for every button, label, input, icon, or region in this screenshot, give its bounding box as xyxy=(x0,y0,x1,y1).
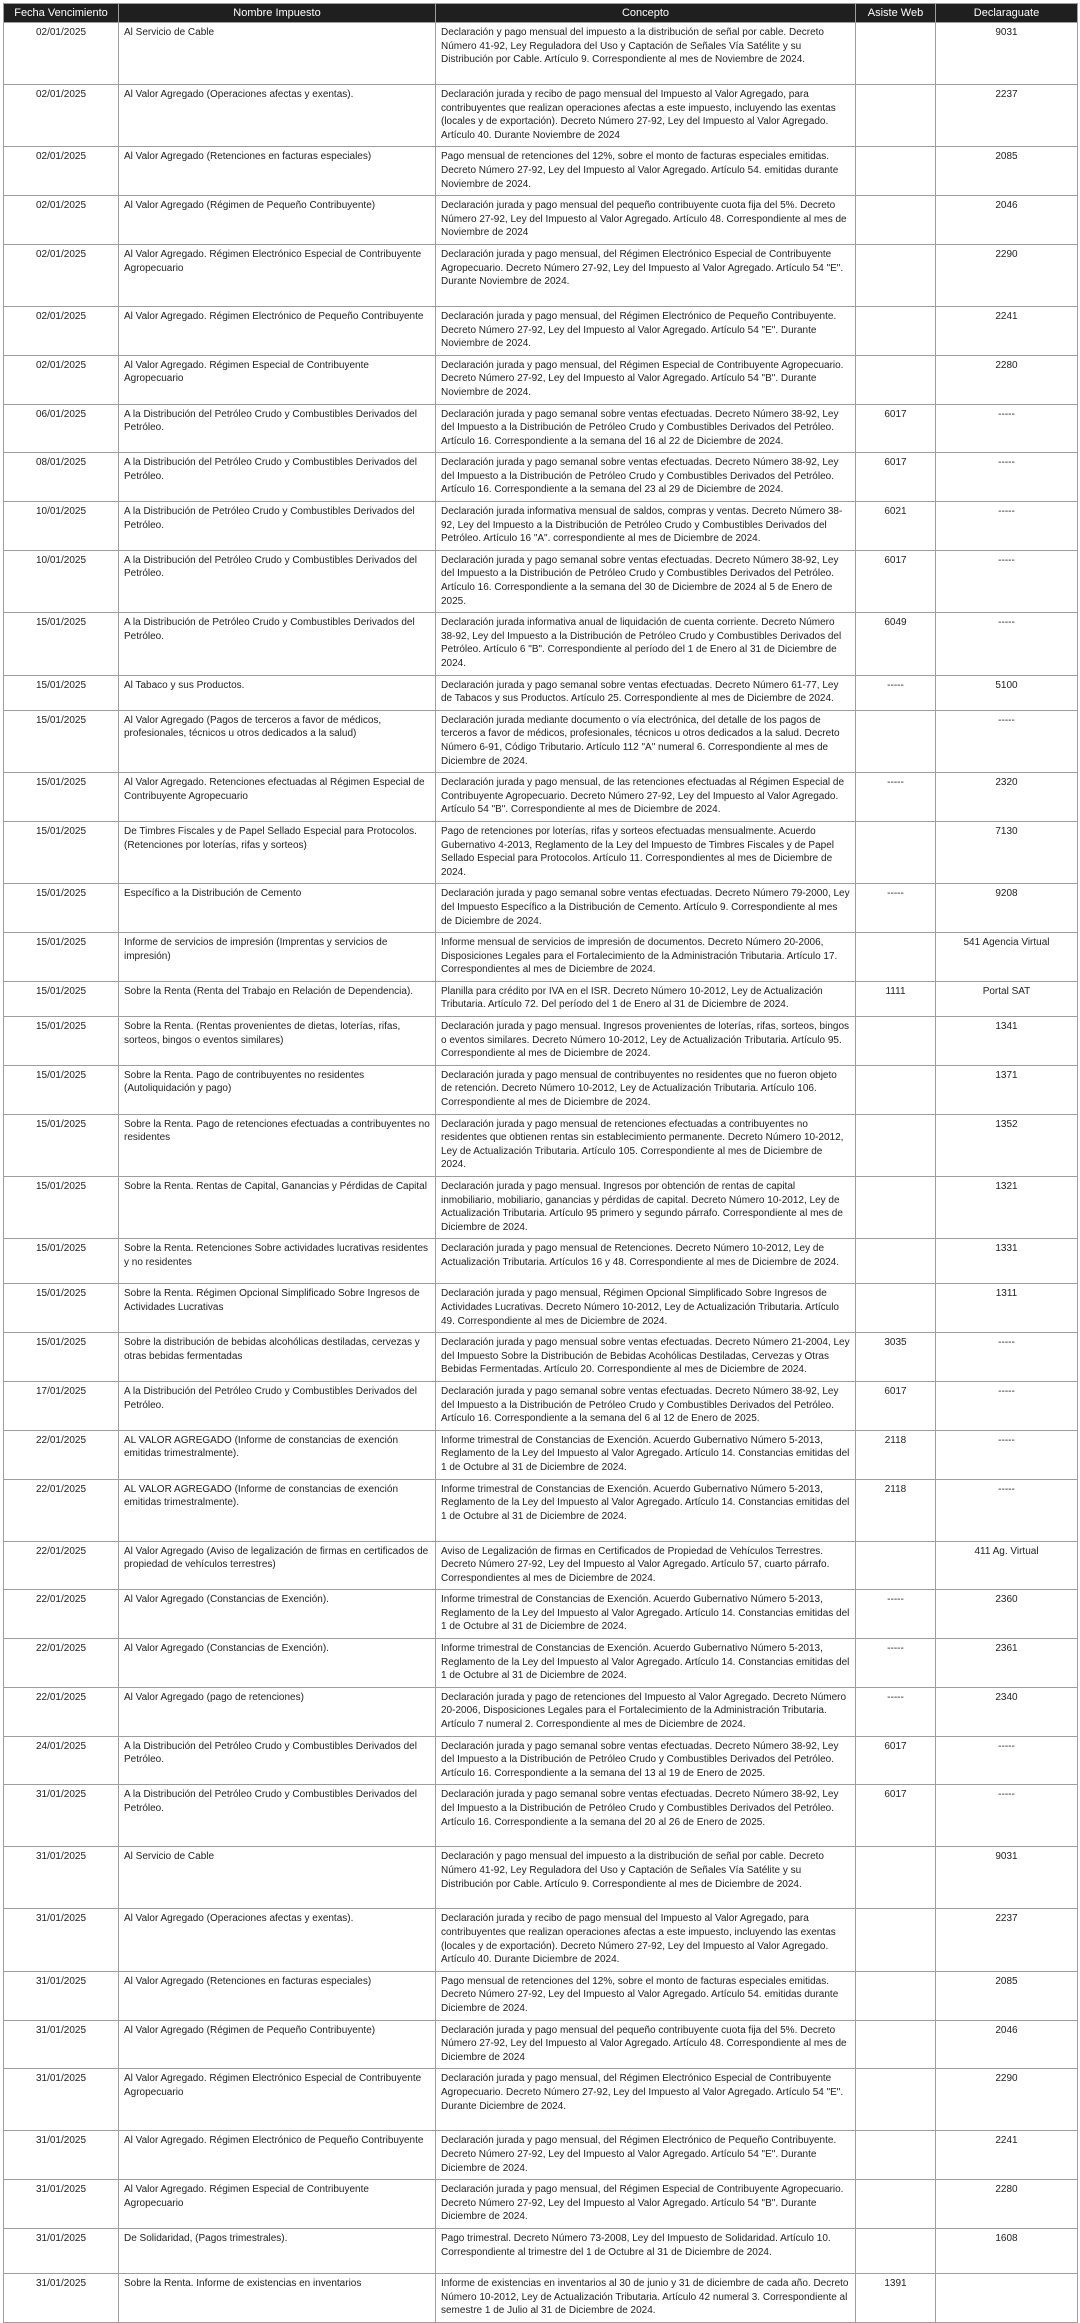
cell-concepto: Declaración jurada y pago mensual, del Régimen Electrónico de Pequeño Contribuyente. Decreto Número 27-92, Ley del Impuesto al Valor Agregado. Artículo 54 "E". Durante Noviembre de 2024. xyxy=(436,306,856,355)
cell-impuesto: Sobre la distribución de bebidas alcohólicas destiladas, cervezas y otras bebidas fermentadas xyxy=(119,1333,436,1382)
cell-asiste-web xyxy=(856,821,936,883)
cell-declaraguate: 2320 xyxy=(936,773,1078,822)
table-row xyxy=(4,1785,1078,1847)
cell-concepto: Pago de retenciones por loterías, rifas y sorteos efectuadas mensualmente. Acuerdo Gubernativo 4-2013, Reglamento de la Ley del Impuesto de Timbres Fiscales y de Papel Sellado Especial para Protocolos. Artículo 11. Correspondientes al mes de Diciembre de 2024. xyxy=(436,821,856,883)
cell-impuesto: AL VALOR AGREGADO (Informe de constancias de exención emitidas trimestralmente). xyxy=(119,1430,436,1479)
cell-concepto: Declaración y pago mensual del impuesto a la distribución de señal por cable. Decreto Número 41-92, Ley Reguladora del Uso y Captación de Señales Vía Satélite y su Distribución por Cable. Artículo 9. Correspondiente al mes de Diciembre de 2024. xyxy=(436,1847,856,1909)
table-row xyxy=(4,550,1078,612)
table-row xyxy=(4,1639,1078,1688)
cell-fecha: 02/01/2025 xyxy=(4,244,119,306)
cell-declaraguate: 9031 xyxy=(936,23,1078,85)
table-row xyxy=(4,453,1078,502)
cell-fecha: 22/01/2025 xyxy=(4,1479,119,1541)
cell-impuesto: Al Valor Agregado (Aviso de legalización de firmas en certificados de propiedad de vehículos terrestres) xyxy=(119,1541,436,1590)
cell-asiste-web xyxy=(856,1541,936,1590)
cell-fecha: 08/01/2025 xyxy=(4,453,119,502)
cell-declaraguate: 2361 xyxy=(936,1639,1078,1688)
cell-fecha: 22/01/2025 xyxy=(4,1541,119,1590)
cell-impuesto: A la Distribución del Petróleo Crudo y Combustibles Derivados del Petróleo. xyxy=(119,1381,436,1430)
table-row xyxy=(4,613,1078,675)
cell-asiste-web: ----- xyxy=(856,675,936,710)
table-row xyxy=(4,1430,1078,1479)
table-row xyxy=(4,404,1078,453)
cell-declaraguate: ----- xyxy=(936,453,1078,502)
cell-asiste-web xyxy=(856,1065,936,1114)
cell-impuesto: A la Distribución del Petróleo Crudo y Combustibles Derivados del Petróleo. xyxy=(119,453,436,502)
cell-fecha: 22/01/2025 xyxy=(4,1590,119,1639)
cell-declaraguate: 9031 xyxy=(936,1847,1078,1909)
cell-declaraguate: 2085 xyxy=(936,147,1078,196)
cell-impuesto: A la Distribución del Petróleo Crudo y Combustibles Derivados del Petróleo. xyxy=(119,1785,436,1847)
table-row xyxy=(4,1177,1078,1239)
cell-fecha: 15/01/2025 xyxy=(4,1065,119,1114)
cell-declaraguate: ----- xyxy=(936,404,1078,453)
cell-asiste-web xyxy=(856,1239,936,1284)
cell-declaraguate: 1352 xyxy=(936,1114,1078,1176)
cell-concepto: Declaración jurada y pago semanal sobre ventas efectuadas. Decreto Número 38-92, Ley del Impuesto a la Distribución de Petróleo Crudo y Combustibles Derivados del Petróleo. Artículo 16. Correspondiente a la semana del 23 al 29 de Diciembre de 2024. xyxy=(436,453,856,502)
cell-declaraguate: 1371 xyxy=(936,1065,1078,1114)
cell-concepto: Declaración jurada y pago de retenciones del Impuesto al Valor Agregado. Decreto Número 20-2006, Disposiciones Legales para el Fortalecimiento de la Administración Tributaria. Artículo 7 numeral 2. Correspondiente al mes de Diciembre de 2024. xyxy=(436,1687,856,1736)
cell-asiste-web xyxy=(856,2180,936,2229)
cell-declaraguate: 2241 xyxy=(936,306,1078,355)
cell-asiste-web: ----- xyxy=(856,1687,936,1736)
cell-fecha: 31/01/2025 xyxy=(4,2131,119,2180)
cell-asiste-web xyxy=(856,355,936,404)
cell-declaraguate: 411 Ag. Virtual xyxy=(936,1541,1078,1590)
cell-declaraguate: 1311 xyxy=(936,1284,1078,1333)
cell-declaraguate: ----- xyxy=(936,613,1078,675)
cell-concepto: Declaración jurada y pago semanal sobre ventas efectuadas. Decreto Número 38-92, Ley del Impuesto a la Distribución de Petróleo Crudo y Combustibles Derivados del Petróleo. Artículo 16. Correspondiente a la semana del 13 al 19 de Enero de 2025. xyxy=(436,1736,856,1785)
cell-concepto: Declaración jurada y pago mensual de Retenciones. Decreto Número 10-2012, Ley de Actualización Tributaria. Artículos 16 y 48. Correspondiente al mes de Diciembre de 2024. xyxy=(436,1239,856,1284)
cell-impuesto: De Solidaridad, (Pagos trimestrales). xyxy=(119,2228,436,2273)
table-row xyxy=(4,1736,1078,1785)
tax-calendar-table xyxy=(3,3,1078,2323)
cell-asiste-web xyxy=(856,1114,936,1176)
cell-asiste-web: 6049 xyxy=(856,613,936,675)
table-row xyxy=(4,1687,1078,1736)
cell-concepto: Declaración jurada y pago semanal sobre ventas efectuadas. Decreto Número 38-92, Ley del Impuesto a la Distribución de Petróleo Crudo y Combustibles Derivados del Petróleo. Artículo 16. Correspondiente a la semana del 20 al 26 de Enero de 2025. xyxy=(436,1785,856,1847)
cell-asiste-web xyxy=(856,1177,936,1239)
cell-fecha: 31/01/2025 xyxy=(4,2228,119,2273)
cell-concepto: Declaración jurada y pago mensual, de las retenciones efectuadas al Régimen Especial de Contribuyente Agropecuario. Decreto Número 27-92, Ley del Impuesto al Valor Agregado. Artículo 54 "B". Correspondiente al mes de Diciembre de 2024. xyxy=(436,773,856,822)
cell-concepto: Declaración jurada y pago semanal sobre ventas efectuadas. Decreto Número 38-92, Ley del Impuesto a la Distribución de Petróleo Crudo y Combustibles Derivados del Petróleo. Artículo 16. Correspondiente a la semana del 6 al 12 de Enero de 2025. xyxy=(436,1381,856,1430)
cell-asiste-web: ----- xyxy=(856,1590,936,1639)
cell-concepto: Declaración jurada y pago mensual, del Régimen Especial de Contribuyente Agropecuario. Decreto Número 27-92, Ley del Impuesto al Valor Agregado. Artículo 54 "B". Durante Noviembre de 2024. xyxy=(436,355,856,404)
cell-impuesto: Al Valor Agregado (Régimen de Pequeño Contribuyente) xyxy=(119,2020,436,2069)
cell-asiste-web xyxy=(856,1971,936,2020)
cell-impuesto: A la Distribución del Petróleo Crudo y Combustibles Derivados del Petróleo. xyxy=(119,404,436,453)
cell-fecha: 10/01/2025 xyxy=(4,502,119,551)
cell-fecha: 24/01/2025 xyxy=(4,1736,119,1785)
cell-asiste-web xyxy=(856,244,936,306)
cell-asiste-web: 6017 xyxy=(856,1381,936,1430)
cell-concepto: Declaración jurada y pago semanal sobre ventas efectuadas. Decreto Número 61-77, Ley de Tabacos y sus Productos. Artículo 25. Correspondiente al mes de Diciembre de 2024. xyxy=(436,675,856,710)
cell-concepto: Declaración jurada y pago semanal sobre ventas efectuadas. Decreto Número 38-92, Ley del Impuesto a la Distribución de Petróleo Crudo y Combustibles Derivados del Petróleo. Artículo 16. Correspondiente a la semana del 30 de Diciembre de 2024 al 5 de Enero de 2025. xyxy=(436,550,856,612)
table-row xyxy=(4,981,1078,1016)
cell-asiste-web: 6017 xyxy=(856,1785,936,1847)
cell-asiste-web xyxy=(856,196,936,245)
cell-declaraguate: ----- xyxy=(936,1736,1078,1785)
cell-declaraguate: 5100 xyxy=(936,675,1078,710)
cell-fecha: 02/01/2025 xyxy=(4,23,119,85)
cell-concepto: Informe trimestral de Constancias de Exención. Acuerdo Gubernativo Número 5-2013, Reglamento de la Ley del Impuesto al Valor Agregado. Artículo 14. Constancias emitidas del 1 de Octubre al 31 de Diciembre de 2024. xyxy=(436,1590,856,1639)
table-row xyxy=(4,244,1078,306)
table-row xyxy=(4,502,1078,551)
cell-declaraguate: 1608 xyxy=(936,2228,1078,2273)
cell-declaraguate: ----- xyxy=(936,550,1078,612)
table-row xyxy=(4,196,1078,245)
table-row xyxy=(4,1381,1078,1430)
cell-asiste-web xyxy=(856,2069,936,2131)
table-row xyxy=(4,1239,1078,1284)
cell-impuesto: A la Distribución del Petróleo Crudo y Combustibles Derivados del Petróleo. xyxy=(119,550,436,612)
cell-impuesto: Al Valor Agregado. Retenciones efectuadas al Régimen Especial de Contribuyente Agropecuario xyxy=(119,773,436,822)
cell-impuesto: Al Valor Agregado (Constancias de Exención). xyxy=(119,1639,436,1688)
cell-concepto: Declaración jurada y pago mensual, del Régimen Electrónico Especial de Contribuyente Agropecuario. Decreto Número 27-92, Ley del Impuesto al Valor Agregado. Artículo 54 "E". Durante Diciembre de 2024. xyxy=(436,2069,856,2131)
cell-fecha: 15/01/2025 xyxy=(4,981,119,1016)
cell-asiste-web: ----- xyxy=(856,1639,936,1688)
cell-asiste-web xyxy=(856,2131,936,2180)
cell-concepto: Declaración jurada informativa mensual de saldos, compras y ventas. Decreto Número 38-92, Ley del Impuesto a la Distribución de Petróleo Crudo y Combustibles Derivados del Petróleo. Artículo 16 "A". correspondiente al mes de Diciembre de 2024. xyxy=(436,502,856,551)
cell-declaraguate xyxy=(936,2273,1078,2322)
cell-declaraguate: ----- xyxy=(936,1333,1078,1382)
cell-asiste-web: 6021 xyxy=(856,502,936,551)
cell-asiste-web: ----- xyxy=(856,773,936,822)
cell-fecha: 15/01/2025 xyxy=(4,1333,119,1382)
cell-fecha: 15/01/2025 xyxy=(4,884,119,933)
cell-fecha: 15/01/2025 xyxy=(4,933,119,982)
table-row xyxy=(4,773,1078,822)
cell-impuesto: AL VALOR AGREGADO (Informe de constancias de exención emitidas trimestralmente). xyxy=(119,1479,436,1541)
cell-concepto: Declaración jurada y recibo de pago mensual del Impuesto al Valor Agregado, para contribuyentes que realizan operaciones afectas a este impuesto, incluyendo las exentas (locales y de exportación). Decreto Número 27-92, Ley del Impuesto al Valor Agregado. Artículo 40. Durante Diciembre de 2024. xyxy=(436,1909,856,1971)
table-body xyxy=(4,23,1078,2323)
cell-fecha: 15/01/2025 xyxy=(4,710,119,772)
cell-impuesto: Al Valor Agregado (Operaciones afectas y exentas). xyxy=(119,1909,436,1971)
cell-impuesto: Sobre la Renta. Pago de contribuyentes no residentes (Autoliquidación y pago) xyxy=(119,1065,436,1114)
cell-fecha: 31/01/2025 xyxy=(4,2069,119,2131)
cell-impuesto: Sobre la Renta. Pago de retenciones efectuadas a contribuyentes no residentes xyxy=(119,1114,436,1176)
cell-declaraguate: ----- xyxy=(936,1430,1078,1479)
cell-declaraguate: 1331 xyxy=(936,1239,1078,1284)
table-row xyxy=(4,2180,1078,2229)
cell-fecha: 02/01/2025 xyxy=(4,85,119,147)
cell-declaraguate: 2290 xyxy=(936,2069,1078,2131)
cell-impuesto: Al Valor Agregado. Régimen Electrónico de Pequeño Contribuyente xyxy=(119,306,436,355)
cell-concepto: Declaración jurada y pago mensual, del Régimen Especial de Contribuyente Agropecuario. Decreto Número 27-92, Ley del Impuesto al Valor Agregado. Artículo 54 "B". Durante Diciembre de 2024. xyxy=(436,2180,856,2229)
cell-impuesto: De Timbres Fiscales y de Papel Sellado Especial para Protocolos. (Retenciones por loterías, rifas y sorteos) xyxy=(119,821,436,883)
cell-fecha: 15/01/2025 xyxy=(4,1239,119,1284)
cell-concepto: Aviso de Legalización de firmas en Certificados de Propiedad de Vehículos Terrestres. Decreto Número 27-92, Ley del Impuesto al Valor Agregado. Artículo 57, cuarto párrafo. Correspondientes al mes de Diciembre de 2024. xyxy=(436,1541,856,1590)
cell-concepto: Declaración jurada y pago mensual del pequeño contribuyente cuota fija del 5%. Decreto Número 27-92, Ley del Impuesto al Valor Agregado. Artículo 48. Correspondiente al mes de Noviembre de 2024 xyxy=(436,196,856,245)
header-fecha-vencimiento: Fecha Vencimiento xyxy=(4,4,119,23)
cell-asiste-web xyxy=(856,306,936,355)
table-row xyxy=(4,1479,1078,1541)
cell-concepto: Declaración y pago mensual del impuesto a la distribución de señal por cable. Decreto Número 41-92, Ley Reguladora del Uso y Captación de Señales Vía Satélite y su Distribución por Cable. Artículo 9. Correspondiente al mes de Noviembre de 2024. xyxy=(436,23,856,85)
cell-concepto: Planilla para crédito por IVA en el ISR. Decreto Número 10-2012, Ley de Actualización Tributaria. Artículo 72. Del período del 1 de Enero al 31 de Diciembre de 2024. xyxy=(436,981,856,1016)
cell-concepto: Declaración jurada y pago mensual de contribuyentes no residentes que no fueron objeto de retención. Decreto Número 10-2012, Ley de Actualización Tributaria. Artículo 106. Correspondiente al mes de Diciembre de 2024. xyxy=(436,1065,856,1114)
cell-fecha: 31/01/2025 xyxy=(4,1847,119,1909)
cell-fecha: 15/01/2025 xyxy=(4,1017,119,1066)
cell-impuesto: Al Tabaco y sus Productos. xyxy=(119,675,436,710)
table-row xyxy=(4,884,1078,933)
cell-asiste-web xyxy=(856,2228,936,2273)
cell-impuesto: Sobre la Renta. Régimen Opcional Simplificado Sobre Ingresos de Actividades Lucrativas xyxy=(119,1284,436,1333)
cell-fecha: 15/01/2025 xyxy=(4,675,119,710)
cell-concepto: Informe de existencias en inventarios al 30 de junio y 31 de diciembre de cada año. Decreto Número 10-2012, Ley de Actualización Tributaria. Artículo 42 numeral 3. Correspondiente al semestre 1 de Julio al 31 de Diciembre de 2024. xyxy=(436,2273,856,2322)
cell-asiste-web xyxy=(856,933,936,982)
cell-asiste-web: 3035 xyxy=(856,1333,936,1382)
cell-concepto: Declaración jurada y pago mensual del pequeño contribuyente cuota fija del 5%. Decreto Número 27-92, Ley del Impuesto al Valor Agregado. Artículo 48. Correspondiente al mes de Diciembre de 2024 xyxy=(436,2020,856,2069)
table-row xyxy=(4,1590,1078,1639)
cell-impuesto: Al Valor Agregado (Régimen de Pequeño Contribuyente) xyxy=(119,196,436,245)
cell-fecha: 22/01/2025 xyxy=(4,1639,119,1688)
cell-impuesto: Al Valor Agregado. Régimen Electrónico Especial de Contribuyente Agropecuario xyxy=(119,244,436,306)
cell-declaraguate: 2085 xyxy=(936,1971,1078,2020)
cell-impuesto: Sobre la Renta. Retenciones Sobre actividades lucrativas residentes y no residentes xyxy=(119,1239,436,1284)
cell-asiste-web: 1111 xyxy=(856,981,936,1016)
table-row xyxy=(4,1017,1078,1066)
cell-declaraguate: 2046 xyxy=(936,2020,1078,2069)
cell-declaraguate: 2280 xyxy=(936,2180,1078,2229)
table-row xyxy=(4,2069,1078,2131)
cell-impuesto: Sobre la Renta (Renta del Trabajo en Relación de Dependencia). xyxy=(119,981,436,1016)
header-declaraguate: Declaraguate xyxy=(936,4,1078,23)
cell-asiste-web xyxy=(856,147,936,196)
cell-declaraguate: ----- xyxy=(936,1785,1078,1847)
table-row xyxy=(4,1847,1078,1909)
cell-declaraguate: Portal SAT xyxy=(936,981,1078,1016)
cell-concepto: Declaración jurada y pago semanal sobre ventas efectuadas. Decreto Número 38-92, Ley del Impuesto a la Distribución de Petróleo Crudo y Combustibles Derivados del Petróleo. Artículo 16. Correspondiente a la semana del 16 al 22 de Diciembre de 2024. xyxy=(436,404,856,453)
table-row xyxy=(4,2228,1078,2273)
cell-declaraguate: 1341 xyxy=(936,1017,1078,1066)
cell-concepto: Pago trimestral. Decreto Número 73-2008, Ley del Impuesto de Solidaridad. Artículo 10. Correspondiente al trimestre del 1 de Octubre al 31 de Diciembre de 2024. xyxy=(436,2228,856,2273)
cell-fecha: 02/01/2025 xyxy=(4,355,119,404)
cell-declaraguate: 2237 xyxy=(936,1909,1078,1971)
table-row xyxy=(4,675,1078,710)
cell-asiste-web xyxy=(856,710,936,772)
cell-fecha: 22/01/2025 xyxy=(4,1430,119,1479)
cell-impuesto: Sobre la Renta. (Rentas provenientes de dietas, loterías, rifas, sorteos, bingos o eventos similares) xyxy=(119,1017,436,1066)
cell-impuesto: Al Valor Agregado (pago de retenciones) xyxy=(119,1687,436,1736)
cell-concepto: Declaración jurada y pago mensual. Ingresos por obtención de rentas de capital inmobiliario, mobiliario, ganancias y pérdidas de capital. Decreto Número 10-2012, Ley de Actualización Tributaria. Artículo 95 primero y segundo párrafo. Correspondiente al mes de Diciembre de 2024. xyxy=(436,1177,856,1239)
cell-fecha: 15/01/2025 xyxy=(4,1114,119,1176)
table-row xyxy=(4,1333,1078,1382)
cell-declaraguate: 2046 xyxy=(936,196,1078,245)
table-row xyxy=(4,1971,1078,2020)
cell-fecha: 17/01/2025 xyxy=(4,1381,119,1430)
cell-declaraguate: 2360 xyxy=(936,1590,1078,1639)
cell-impuesto: Al Valor Agregado. Régimen Especial de Contribuyente Agropecuario xyxy=(119,2180,436,2229)
cell-declaraguate: 541 Agencia Virtual xyxy=(936,933,1078,982)
table-row xyxy=(4,2273,1078,2322)
cell-impuesto: A la Distribución de Petróleo Crudo y Combustibles Derivados del Petróleo. xyxy=(119,613,436,675)
cell-fecha: 15/01/2025 xyxy=(4,773,119,822)
cell-fecha: 31/01/2025 xyxy=(4,1971,119,2020)
cell-fecha: 31/01/2025 xyxy=(4,2180,119,2229)
cell-fecha: 02/01/2025 xyxy=(4,147,119,196)
cell-asiste-web: 6017 xyxy=(856,453,936,502)
cell-asiste-web xyxy=(856,2020,936,2069)
cell-fecha: 10/01/2025 xyxy=(4,550,119,612)
cell-concepto: Declaración jurada y pago mensual de retenciones efectuadas a contribuyentes no residentes que obtienen rentas sin establecimiento permanente. Decreto Número 10-2012, Ley de Actualización Tributaria. Artículo 105. Correspondiente al mes de Diciembre de 2024. xyxy=(436,1114,856,1176)
table-row xyxy=(4,2020,1078,2069)
cell-impuesto: Al Valor Agregado (Pagos de terceros a favor de médicos, profesionales, técnicos u otros dedicados a la salud) xyxy=(119,710,436,772)
cell-impuesto: A la Distribución del Petróleo Crudo y Combustibles Derivados del Petróleo. xyxy=(119,1736,436,1785)
cell-impuesto: A la Distribución de Petróleo Crudo y Combustibles Derivados del Petróleo. xyxy=(119,502,436,551)
cell-impuesto: Al Valor Agregado (Constancias de Exención). xyxy=(119,1590,436,1639)
cell-asiste-web xyxy=(856,1847,936,1909)
cell-fecha: 31/01/2025 xyxy=(4,1909,119,1971)
cell-asiste-web: 1391 xyxy=(856,2273,936,2322)
cell-declaraguate: ----- xyxy=(936,710,1078,772)
cell-fecha: 31/01/2025 xyxy=(4,2273,119,2322)
cell-declaraguate: 7130 xyxy=(936,821,1078,883)
header-asiste-web: Asiste Web xyxy=(856,4,936,23)
cell-concepto: Informe trimestral de Constancias de Exención. Acuerdo Gubernativo Número 5-2013, Reglamento de la Ley del Impuesto al Valor Agregado. Artículo 14. Constancias emitidas del 1 de Octubre al 31 de Diciembre de 2024. xyxy=(436,1639,856,1688)
table-row xyxy=(4,85,1078,147)
cell-declaraguate: 2241 xyxy=(936,2131,1078,2180)
table-row xyxy=(4,355,1078,404)
cell-impuesto: Al Valor Agregado (Retenciones en facturas especiales) xyxy=(119,1971,436,2020)
cell-fecha: 15/01/2025 xyxy=(4,613,119,675)
cell-asiste-web: 6017 xyxy=(856,550,936,612)
cell-impuesto: Al Valor Agregado (Retenciones en facturas especiales) xyxy=(119,147,436,196)
table-row xyxy=(4,1065,1078,1114)
table-row xyxy=(4,821,1078,883)
cell-impuesto: Sobre la Renta. Informe de existencias en inventarios xyxy=(119,2273,436,2322)
cell-asiste-web xyxy=(856,23,936,85)
cell-concepto: Informe trimestral de Constancias de Exención. Acuerdo Gubernativo Número 5-2013, Reglamento de la Ley del Impuesto al Valor Agregado. Artículo 14. Constancias emitidas del 1 de Octubre al 31 de Diciembre de 2024. xyxy=(436,1479,856,1541)
cell-asiste-web xyxy=(856,1284,936,1333)
cell-concepto: Informe trimestral de Constancias de Exención. Acuerdo Gubernativo Número 5-2013, Reglamento de la Ley del Impuesto al Valor Agregado. Artículo 14. Constancias emitidas del 1 de Octubre al 31 de Diciembre de 2024. xyxy=(436,1430,856,1479)
cell-declaraguate: ----- xyxy=(936,1381,1078,1430)
table-row xyxy=(4,1909,1078,1971)
cell-declaraguate: ----- xyxy=(936,502,1078,551)
cell-concepto: Declaración jurada y pago mensual, del Régimen Electrónico Especial de Contribuyente Agropecuario. Decreto Número 27-92, Ley del Impuesto al Valor Agregado. Artículo 54 "E". Durante Noviembre de 2024. xyxy=(436,244,856,306)
cell-concepto: Declaración jurada y recibo de pago mensual del Impuesto al Valor Agregado, para contribuyentes que realizan operaciones afectas a este impuesto, incluyendo las exentas (locales y de exportación). Decreto Número 27-92, Ley del Impuesto al Valor Agregado. Artículo 40. Durante Noviembre de 2024 xyxy=(436,85,856,147)
cell-asiste-web: 6017 xyxy=(856,404,936,453)
cell-concepto: Declaración jurada y pago mensual, del Régimen Electrónico de Pequeño Contribuyente. Decreto Número 27-92, Ley del Impuesto al Valor Agregado. Artículo 54 "E". Durante Diciembre de 2024. xyxy=(436,2131,856,2180)
table-row xyxy=(4,147,1078,196)
table-row xyxy=(4,2131,1078,2180)
header-nombre-impuesto: Nombre Impuesto xyxy=(119,4,436,23)
cell-fecha: 22/01/2025 xyxy=(4,1687,119,1736)
cell-asiste-web xyxy=(856,1909,936,1971)
cell-impuesto: Al Valor Agregado. Régimen Especial de Contribuyente Agropecuario xyxy=(119,355,436,404)
cell-concepto: Pago mensual de retenciones del 12%, sobre el monto de facturas especiales emitidas. Decreto Número 27-92, Ley del Impuesto al Valor Agregado. Artículo 54. emitidas durante Noviembre de 2024. xyxy=(436,147,856,196)
cell-concepto: Pago mensual de retenciones del 12%, sobre el monto de facturas especiales emitidas. Decreto Número 27-92, Ley del Impuesto al Valor Agregado. Artículo 54. emitidas durante Diciembre de 2024. xyxy=(436,1971,856,2020)
cell-declaraguate: 1321 xyxy=(936,1177,1078,1239)
cell-declaraguate: 2340 xyxy=(936,1687,1078,1736)
cell-declaraguate: 2290 xyxy=(936,244,1078,306)
cell-fecha: 06/01/2025 xyxy=(4,404,119,453)
cell-fecha: 31/01/2025 xyxy=(4,2020,119,2069)
header-row xyxy=(4,4,1078,23)
cell-concepto: Declaración jurada y pago semanal sobre ventas efectuadas. Decreto Número 79-2000, Ley del Impuesto Específico a la Distribución de Cemento. Artículo 9. Correspondiente al mes de Diciembre de 2024. xyxy=(436,884,856,933)
cell-impuesto: Sobre la Renta. Rentas de Capital, Ganancias y Pérdidas de Capital xyxy=(119,1177,436,1239)
cell-concepto: Declaración jurada mediante documento o vía electrónica, del detalle de los pagos de terceros a favor de médicos, profesionales, técnicos u otros dedicados a la salud. Decreto Número 6-91, Código Tributario. Artículo 112 "A" numeral 6. Correspondiente al mes de Diciembre de 2024. xyxy=(436,710,856,772)
cell-fecha: 15/01/2025 xyxy=(4,821,119,883)
cell-asiste-web xyxy=(856,85,936,147)
cell-impuesto: Al Valor Agregado (Operaciones afectas y exentas). xyxy=(119,85,436,147)
cell-impuesto: Informe de servicios de impresión (Imprentas y servicios de impresión) xyxy=(119,933,436,982)
header-concepto: Concepto xyxy=(436,4,856,23)
cell-concepto: Declaración jurada y pago mensual sobre ventas efectuadas. Decreto Número 21-2004, Ley del Impuesto Sobre la Distribución de Bebidas Acohólicas Destiladas, Cervezas y Otras Bebidas Fermentadas. Artículo 20. Correspondiente al mes de Diciembre de 2024. xyxy=(436,1333,856,1382)
table-row xyxy=(4,933,1078,982)
cell-concepto: Declaración jurada y pago mensual, Régimen Opcional Simplificado Sobre Ingresos de Actividades Lucrativas. Decreto Número 10-2012, Ley de Actualización Tributaria. Artículo 49. Correspondiente al mes de Diciembre de 2024. xyxy=(436,1284,856,1333)
cell-asiste-web xyxy=(856,1017,936,1066)
cell-fecha: 02/01/2025 xyxy=(4,196,119,245)
cell-concepto: Declaración jurada y pago mensual. Ingresos provenientes de loterías, rifas, sorteos, bingos o eventos similares. Decreto Número 10-2012, Ley de Actualización Tributaria. Artículo 95. Correspondiente al mes de Diciembre de 2024. xyxy=(436,1017,856,1066)
table-row xyxy=(4,1284,1078,1333)
table-row xyxy=(4,23,1078,85)
cell-declaraguate: 9208 xyxy=(936,884,1078,933)
cell-fecha: 31/01/2025 xyxy=(4,1785,119,1847)
table-row xyxy=(4,306,1078,355)
cell-declaraguate: 2237 xyxy=(936,85,1078,147)
table-row xyxy=(4,1541,1078,1590)
cell-asiste-web: 2118 xyxy=(856,1430,936,1479)
cell-declaraguate: ----- xyxy=(936,1479,1078,1541)
cell-impuesto: Específico a la Distribución de Cemento xyxy=(119,884,436,933)
cell-concepto: Informe mensual de servicios de impresión de documentos. Decreto Número 20-2006, Disposiciones Legales para el Fortalecimiento de la Administración Tributaria. Artículo 17. Correspondientes al mes de Diciembre de 2024. xyxy=(436,933,856,982)
cell-impuesto: Al Servicio de Cable xyxy=(119,23,436,85)
cell-impuesto: Al Valor Agregado. Régimen Electrónico Especial de Contribuyente Agropecuario xyxy=(119,2069,436,2131)
cell-declaraguate: 2280 xyxy=(936,355,1078,404)
cell-asiste-web: 2118 xyxy=(856,1479,936,1541)
table-row xyxy=(4,710,1078,772)
cell-impuesto: Al Servicio de Cable xyxy=(119,1847,436,1909)
cell-asiste-web: 6017 xyxy=(856,1736,936,1785)
cell-fecha: 15/01/2025 xyxy=(4,1284,119,1333)
cell-concepto: Declaración jurada informativa anual de liquidación de cuenta corriente. Decreto Número 38-92, Ley del Impuesto a la Distribución de Petróleo Crudo y Combustibles Derivados del Petróleo. Artículo 6 "B". Correspondiente al período del 1 de Enero al 31 de Diciembre de 2024. xyxy=(436,613,856,675)
table-row xyxy=(4,1114,1078,1176)
cell-fecha: 02/01/2025 xyxy=(4,306,119,355)
cell-asiste-web: ----- xyxy=(856,884,936,933)
cell-impuesto: Al Valor Agregado. Régimen Electrónico de Pequeño Contribuyente xyxy=(119,2131,436,2180)
cell-fecha: 15/01/2025 xyxy=(4,1177,119,1239)
